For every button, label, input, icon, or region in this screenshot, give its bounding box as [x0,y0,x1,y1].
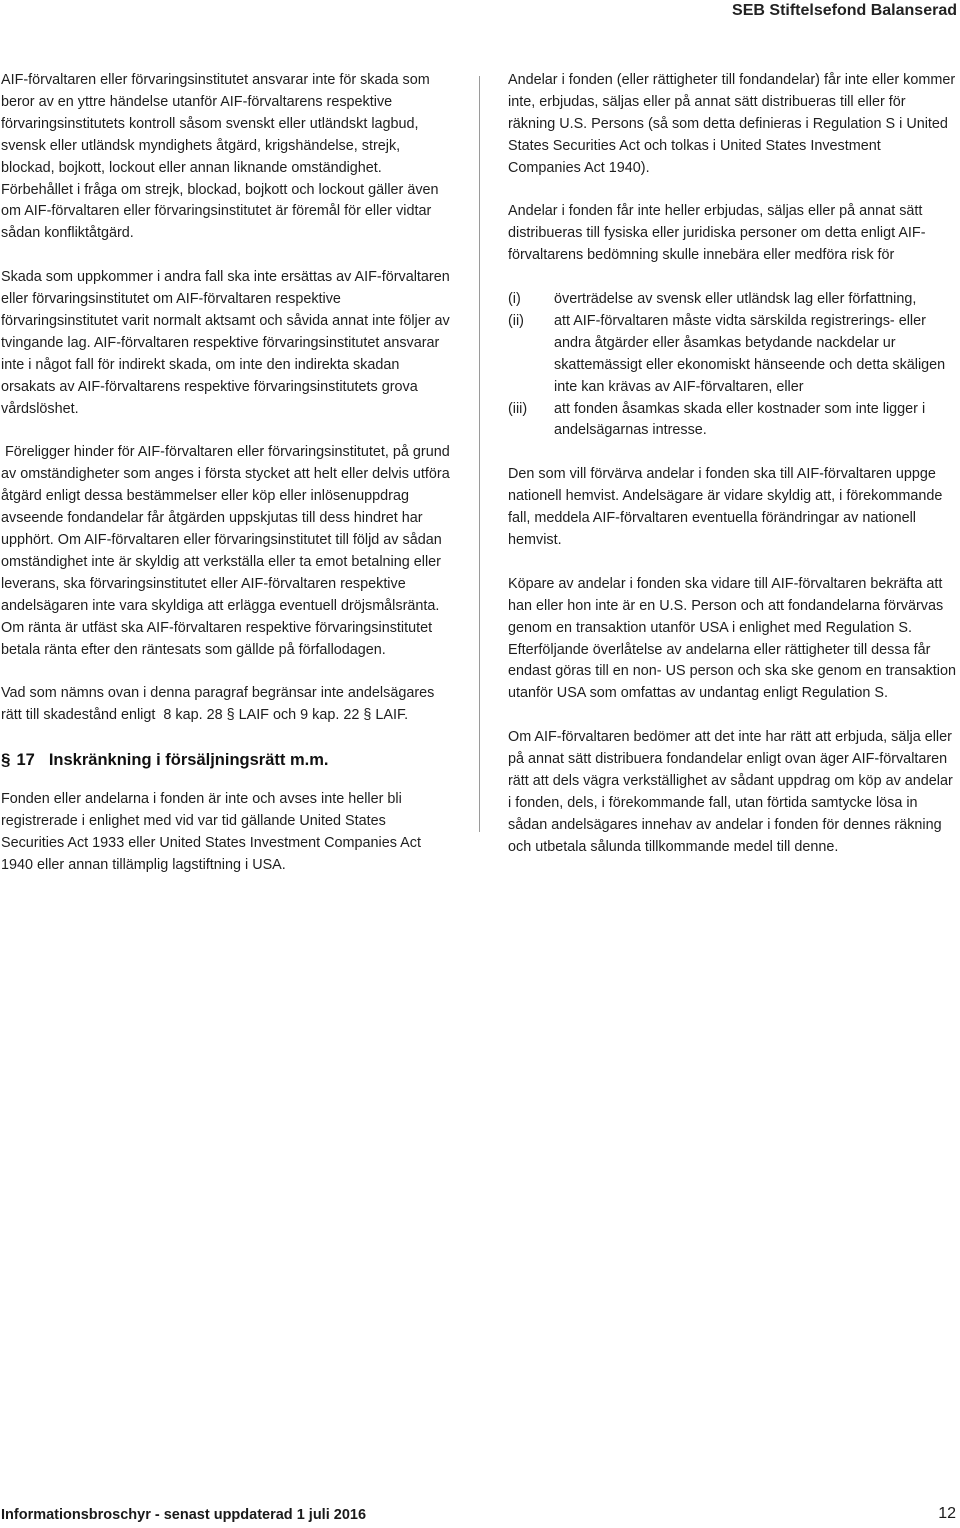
list-item [508,289,956,311]
list-marker: (i) [508,291,521,308]
paragraph: AIF-förvaltaren eller förvaringsinstitutet ansvarar inte för skada som beror av en yttre händelse utanför AIF-förvaltarens respektive förvaringsinstitutets kontroll såsom svenskt eller utländskt lagbud, svensk eller utländsk myndighets åtgärd, krigshändelse, strejk, blockad, bojkott, lockout eller annan liknande omständighet. Förbehållet i fråga om strejk, blockad, bojkott och lockout gäller även om AIF-förvaltaren eller förvaringsinstitutet är föremål för eller vidtar sådan konfliktåtgärd. [1,72,439,242]
list-item-text: att fonden åsamkas skada eller kostnader som inte ligger i andelsägarnas intresse. [554,400,926,439]
list-item-text: att AIF-förvaltaren måste vidta särskilda registrerings- eller andra åtgärder eller åsamkas betydande nackdelar ur skattemässigt eller ekonomiskt hänseende och detta skäligen inte kan krävas av AIF-förvaltaren, eller [554,312,946,395]
list-item-text: överträdelse av svensk eller utländsk lag eller författning, [554,291,917,308]
paragraph: Om AIF-förvaltaren bedömer att det inte har rätt att erbjuda, sälja eller på annat sätt distribuera fondandelar enligt ovan äger AIF-förvaltaren rätt att dels vägra verkställighet av sådant uppdrag om köp av andelar i fonden, dels, i förekommande fall, utan förtida samtycke lösa in sådan andelsägares innehav av andelar i fonden för dennes räkning och utbetala sålunda tillkommande medel till denne. [508,729,953,855]
risk-list [508,289,956,442]
section-number [1,749,35,771]
paragraph: Köpare av andelar i fonden ska vidare till AIF-förvaltaren bekräfta att han eller hon inte är en U.S. Person och att fondandelarna förvärvas genom en transaktion utanför USA i enlighet med Regulation S. Efterföljande överlåtelse av andelarna eller rättigheter till dessa får endast göras till en non- US person och ska ske genom en transaktion utanför USA som omfattas av undantag enligt Regulation S. [508,575,956,702]
paragraph: Skada som uppkommer i andra fall ska inte ersättas av AIF-förvaltaren eller förvaringsinstitutet om AIF-förvaltaren respektive förvaringsinstitutet varit normalt aktsamt och såvida annat inte följer av tvingande lag. AIF-förvaltaren respektive förvaringsinstitutet ansvarar inte i något fall för indirekt skada, om inte den indirekta skadan orsakats av AIF-förvaltarens respektive förvaringsinstitutets grova vårdslöshet. [1,269,450,417]
section-title: Inskränkning i försäljningsrätt m.m. [48,751,329,770]
list-marker: (iii) [508,400,528,417]
section-number-value: 17 [16,751,35,770]
list-item [508,399,956,443]
right-column [508,70,956,880]
left-column [1,70,454,899]
column-divider [479,76,480,832]
paragraph: Föreligger hinder för AIF-förvaltaren eller förvaringsinstitutet, på grund av omständigheter som anges i första stycket att helt eller delvis utföra åtgärd enligt dessa bestämmelser eller köp eller inlösenuppdrag avseende fondandelar får åtgärden uppskjutas till dess hindret har upphört. Om AIF-förvaltaren eller förvaringsinstitutet till följd av sådan omständighet inte är skyldig att verkställa eller ta emot betalning eller leverans, ska förvaringsinstitutet eller AIF-förvaltaren respektive andelsägaren inte vara skyldiga att erlägga eventuell dröjsmålsränta. Om ränta är utfäst ska AIF-förvaltaren respektive förvaringsinstitutet betala ränta efter den räntesats som gällde på förfallodagen. [1,444,454,658]
paragraph: Andelar i fonden (eller rättigheter till fondandelar) får inte eller kommer inte, erbjudas, säljas eller på annat sätt distribueras till eller för räkning U.S. Persons (så som detta definieras i Regulation S i United States Securities Act och tolkas i United States Investment Companies Act 1940). [508,72,956,176]
paragraph: Fonden eller andelarna i fonden är inte och avses inte heller bli registrerade i enlighet med vid var tid gällande United States Securities Act 1933 eller United States Investment Companies Act 1940 eller annan tillämplig lagstiftning i USA. [1,791,421,873]
document-header-title: SEB Stiftelsefond Balanserad [732,2,957,19]
page-number: 12 [938,1505,956,1522]
paragraph: Vad som nämns ovan i denna paragraf begränsar inte andelsägares rätt till skadestånd enligt 8 kap. 28 § LAIF och 9 kap. 22 § LAIF. [1,685,439,724]
footer-document-info: Informationsbroschyr - senast uppdaterad 1 juli 2016 [1,1507,367,1523]
list-marker: (ii) [508,312,524,329]
section-heading [1,749,451,771]
paragraph: Andelar i fonden får inte heller erbjudas, säljas eller på annat sätt distribueras till fysiska eller juridiska personer om detta enligt AIF-förvaltarens bedömning skulle innebära eller medföra risk för [508,203,926,264]
list-item [508,311,956,399]
paragraph: Den som vill förvärva andelar i fonden ska till AIF-förvaltaren uppge nationell hemvist. Andelsägare är vidare skyldig att, i förekommande fall, meddela AIF-förvaltaren eventuella förändringar av nationell hemvist. [508,466,943,548]
section-sign: § [1,750,11,770]
